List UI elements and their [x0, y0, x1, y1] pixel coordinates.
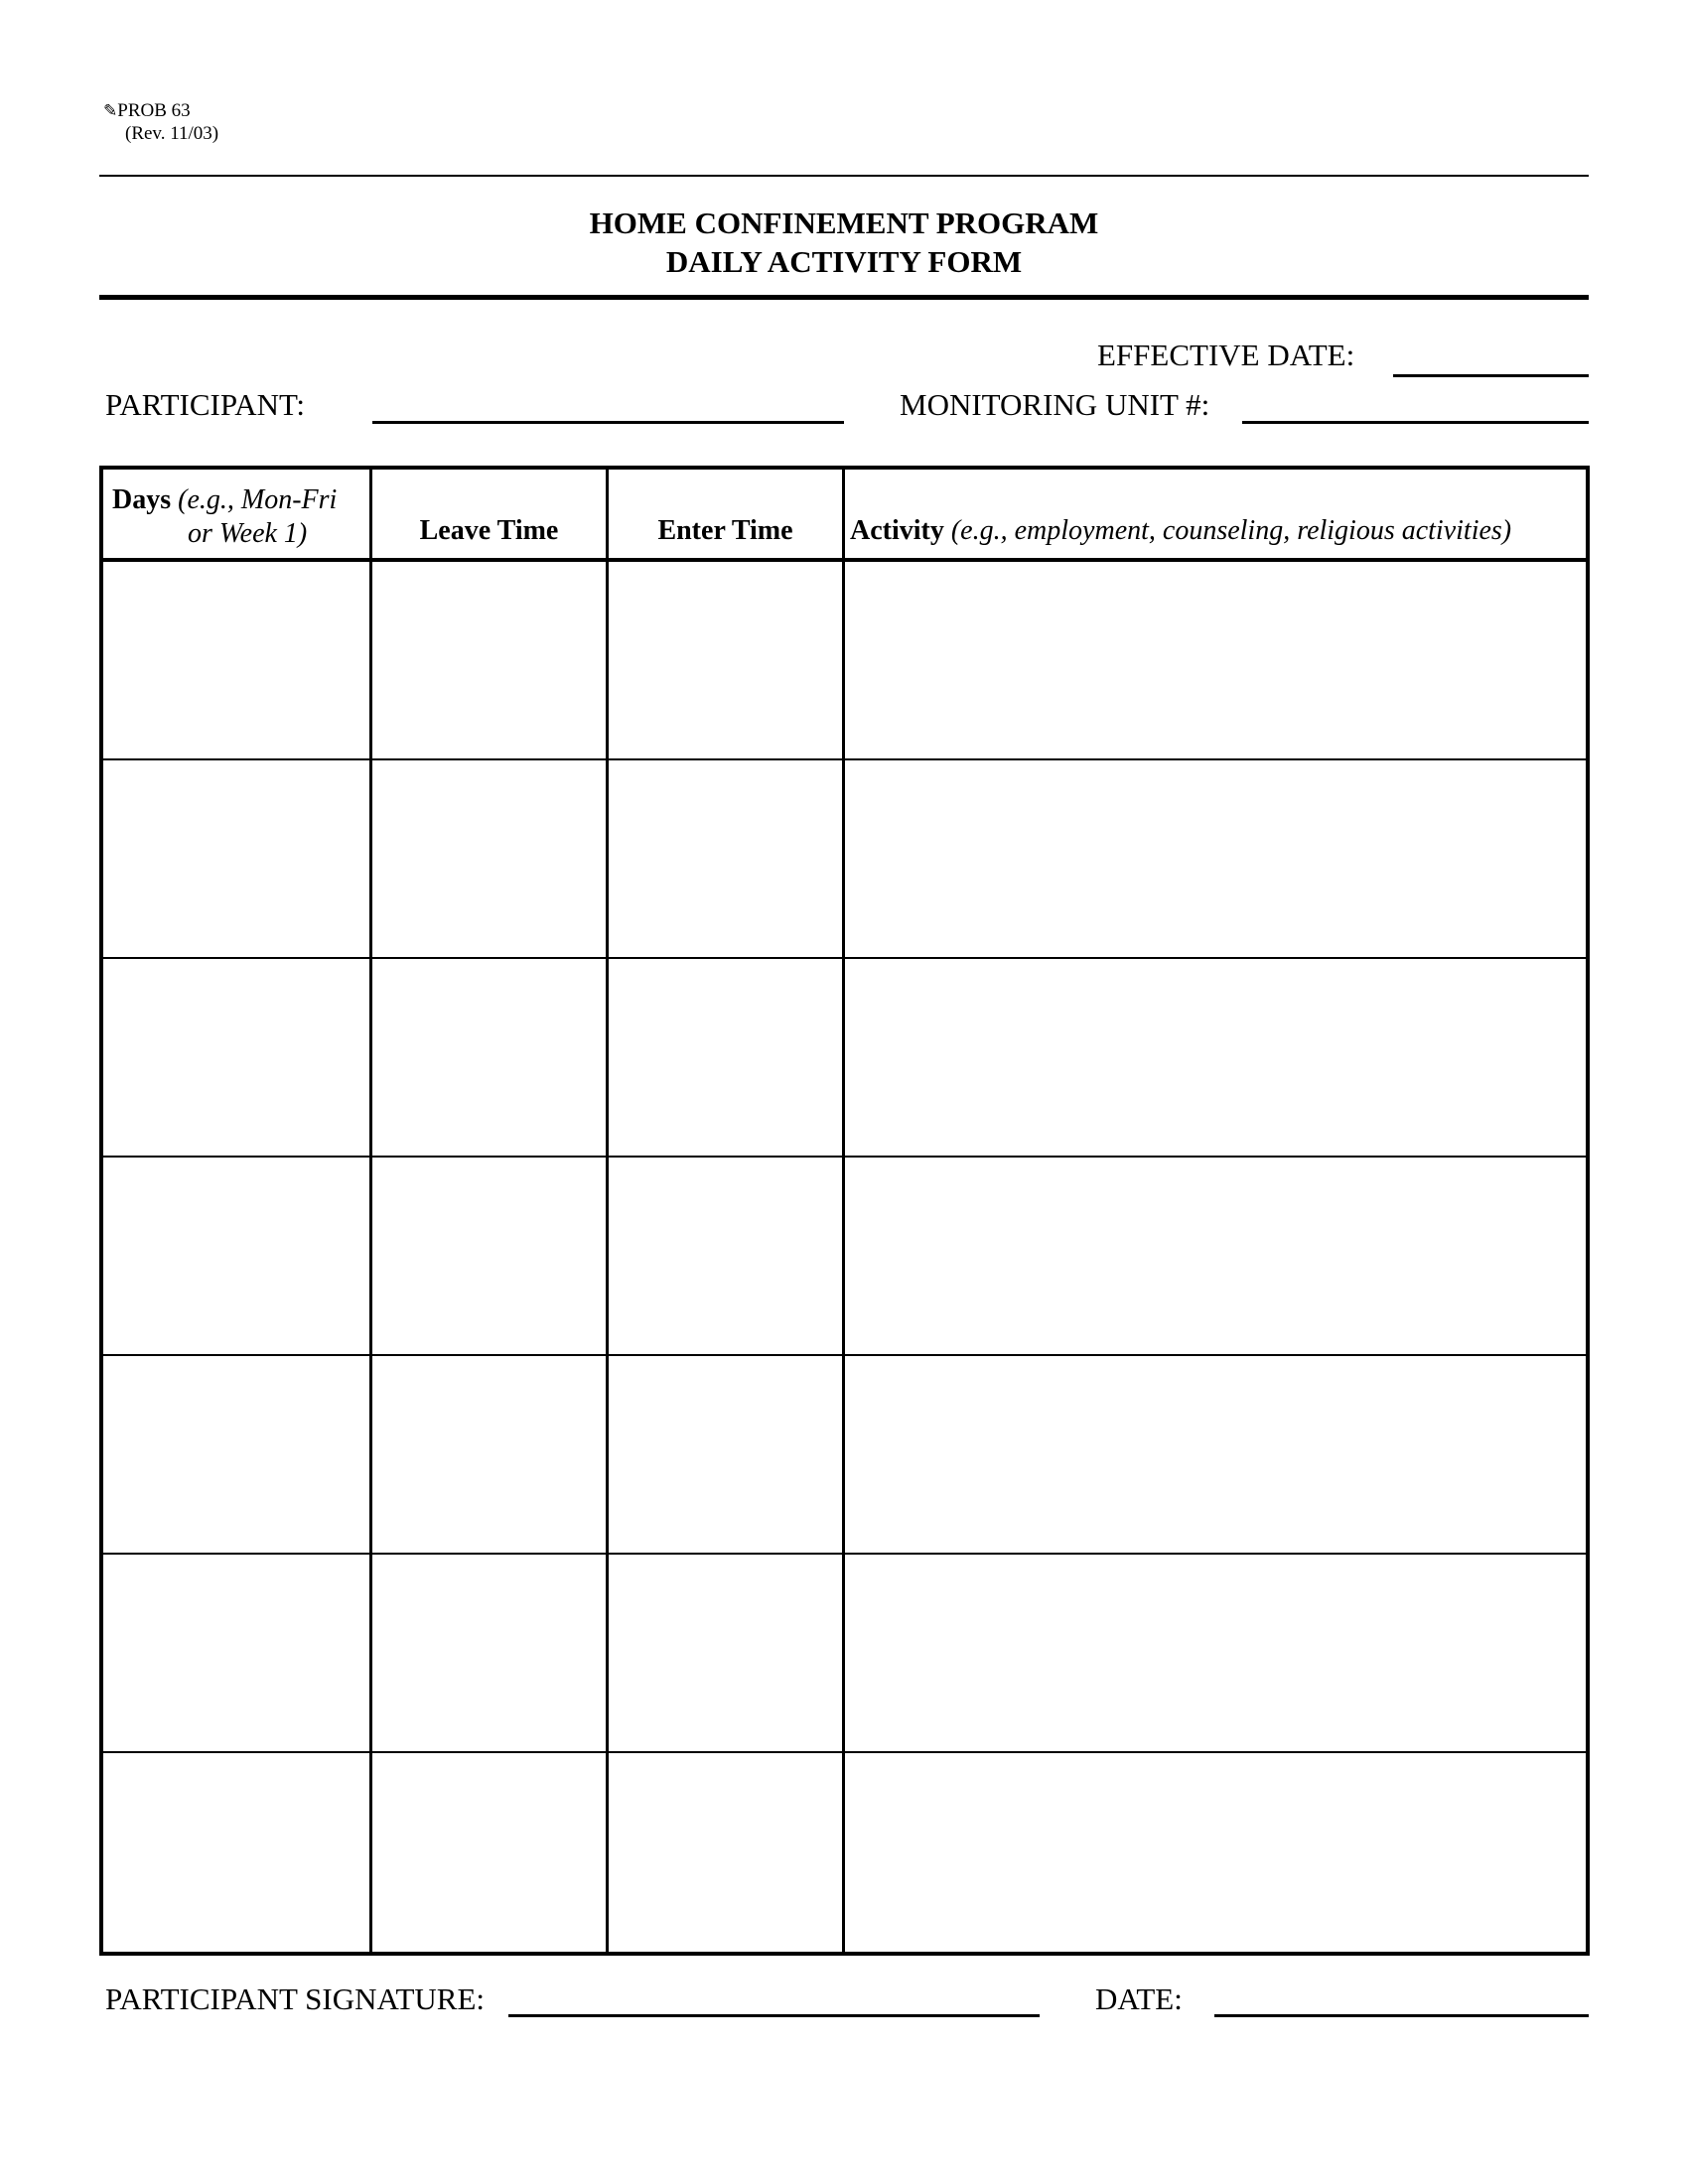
header-activity	[850, 514, 1585, 548]
form-number-block	[103, 99, 218, 145]
enter-time-cell[interactable]	[609, 1753, 842, 1948]
days-cell[interactable]	[103, 1753, 369, 1948]
enter-time-cell[interactable]	[609, 760, 842, 955]
days-cell[interactable]	[103, 1158, 369, 1352]
enter-time-cell[interactable]	[609, 1158, 842, 1352]
header-activity-example: (e.g., employment, counseling, religious activities)	[950, 515, 1512, 546]
leave-time-cell[interactable]	[372, 1753, 606, 1948]
leave-time-cell[interactable]	[372, 1158, 606, 1352]
header-days-label: Days	[112, 484, 172, 515]
form-title-line1: HOME CONFINEMENT PROGRAM	[589, 205, 1099, 240]
header-leave-time-label: Leave Time	[419, 515, 559, 546]
enter-time-cell[interactable]	[609, 562, 842, 756]
form-number: PROB 63	[117, 100, 191, 121]
top-divider	[99, 175, 1589, 177]
form-title-line2: DAILY ACTIVITY FORM	[665, 244, 1023, 279]
participant-label: PARTICIPANT:	[105, 387, 306, 422]
activity-cell[interactable]	[845, 1356, 1586, 1551]
effective-date-label: EFFECTIVE DATE:	[1097, 338, 1355, 372]
header-days-example-1: (e.g., Mon-Fri	[178, 484, 338, 515]
header-enter-time	[609, 514, 842, 548]
leave-time-cell[interactable]	[372, 1356, 606, 1551]
participant-field[interactable]	[372, 421, 844, 424]
days-cell[interactable]	[103, 959, 369, 1154]
enter-time-cell[interactable]	[609, 1356, 842, 1551]
date-field[interactable]	[1214, 2014, 1589, 2017]
title-divider	[99, 295, 1589, 300]
date-label: DATE:	[1095, 1981, 1183, 2016]
header-days	[112, 483, 360, 551]
monitoring-unit-field[interactable]	[1242, 421, 1589, 424]
activity-cell[interactable]	[845, 1555, 1586, 1749]
pencil-icon: ✎	[103, 101, 118, 120]
enter-time-cell[interactable]	[609, 1555, 842, 1749]
activity-cell[interactable]	[845, 562, 1586, 756]
header-days-example-2: or Week 1)	[188, 518, 308, 549]
activity-cell[interactable]	[845, 760, 1586, 955]
monitoring-unit-label: MONITORING UNIT #:	[900, 387, 1210, 422]
days-cell[interactable]	[103, 1555, 369, 1749]
signature-label: PARTICIPANT SIGNATURE:	[105, 1981, 485, 2016]
effective-date-field[interactable]	[1393, 374, 1589, 377]
enter-time-cell[interactable]	[609, 959, 842, 1154]
days-cell[interactable]	[103, 1356, 369, 1551]
header-leave-time	[372, 514, 606, 548]
activity-cell[interactable]	[845, 1158, 1586, 1352]
leave-time-cell[interactable]	[372, 1555, 606, 1749]
activity-cell[interactable]	[845, 1753, 1586, 1948]
days-cell[interactable]	[103, 760, 369, 955]
activity-cell[interactable]	[845, 959, 1586, 1154]
form-revision: (Rev. 11/03)	[125, 123, 219, 144]
leave-time-cell[interactable]	[372, 959, 606, 1154]
signature-field[interactable]	[508, 2014, 1040, 2017]
header-enter-time-label: Enter Time	[657, 515, 793, 546]
header-activity-label: Activity	[850, 515, 944, 546]
days-cell[interactable]	[103, 562, 369, 756]
leave-time-cell[interactable]	[372, 562, 606, 756]
leave-time-cell[interactable]	[372, 760, 606, 955]
